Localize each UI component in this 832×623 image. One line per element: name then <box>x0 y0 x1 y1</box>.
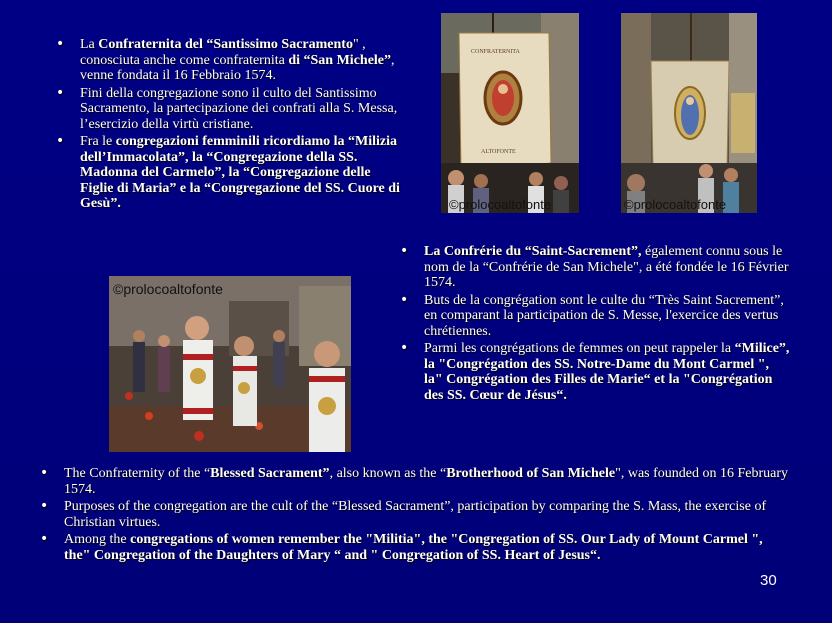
text-run: , venne fondata il 16 Febbraio 1574. <box>80 52 395 83</box>
english-bullet-1 <box>40 466 790 497</box>
bold-run: La Confrérie du “Saint-Sacrement”, <box>424 244 642 259</box>
bold-run: Brotherhood of San Michele <box>446 466 616 481</box>
procession-banner-photo-2 <box>621 13 757 213</box>
brotherhood-members-photo <box>109 276 351 452</box>
bold-run: Blessed Sacrament” <box>210 466 330 481</box>
french-bullet-3 <box>400 341 790 403</box>
text-run: Among the <box>64 532 131 547</box>
text-run: La <box>80 37 99 52</box>
text-run: , also known as the “ <box>329 466 447 481</box>
text-run: Parmi les congrégations de femmes on peut rappeler la <box>424 341 735 356</box>
bold-run: congregazioni femminili ricordiamo la “Milizia dell’Immacolata”, la “Congregazione della SS. Madonna del Carmelo”, la “Congregazione delle Figlie di Maria” e la “Congregazione del SS. Cuore di Gesù”. <box>80 134 400 211</box>
photo-1-image <box>441 13 579 213</box>
watermark-text: ©prolocoaltofonte <box>624 197 727 212</box>
photo-2-image <box>621 13 757 213</box>
italian-text-list <box>56 37 406 214</box>
watermark-text: ©prolocoaltofonte <box>449 197 552 212</box>
bold-run: “Milice”, la "Congrégation des SS. Notre-Dame du Mont Carmel ", la" Congrégation des Filles de Marie“ et la "Congrégation des SS. Cœur de Jésus“. <box>424 341 790 403</box>
french-bullet-1 <box>400 244 790 291</box>
svg-text:ALTOFONTE: ALTOFONTE <box>481 149 516 155</box>
french-bullet-2 <box>400 293 790 340</box>
text-run: The Confraternity of the “ <box>64 466 211 481</box>
text-run: Purposes of the congregation are the cult of the “Blessed Sacrament”, participation by comparing the S. Mass, the exercise of Christian virtues. <box>64 499 767 530</box>
bold-run: congregations of women remember the "Militia", the "Congregation of SS. Our Lady of Mount Carmel ", the" Congregation of the Daughters of Mary “ and " Congregation of SS. Heart of Jesus“. <box>64 532 763 563</box>
text-run: Fra le <box>80 134 116 149</box>
procession-banner-photo-1 <box>441 13 579 213</box>
text-run: Fini della congregazione sono il culto del Santissimo Sacramento, la partecipazione dei confrati alla S. Messa, l’esercizio della virtù cristiane. <box>80 85 398 132</box>
photo-3-image <box>109 276 351 452</box>
text-run: ", was founded on 16 February 1574. <box>64 466 789 497</box>
english-bullet-3 <box>40 532 790 563</box>
french-text-list <box>400 244 790 405</box>
italian-bullet-1 <box>56 37 406 84</box>
italian-bullet-3 <box>56 134 406 212</box>
italian-bullet-2 <box>56 86 406 133</box>
text-run: également connu sous le nom de la “Confrérie de San Michele", a été fondée le 16 Février 1574. <box>424 244 789 290</box>
text-run: " , conosciuta anche come confraternita <box>80 37 366 68</box>
bold-run: di “San Michele” <box>288 52 392 68</box>
watermark-text: ©prolocoaltofonte <box>113 281 223 297</box>
bold-run: Confraternita del “Santissimo Sacramento <box>98 37 353 52</box>
english-text-list <box>40 466 790 565</box>
text-run: Buts de la congrégation sont le culte du “Très Saint Sacrement”, en comparant la participation de S. Messe, l'exercice des vertus chrétiennes. <box>424 292 784 339</box>
english-bullet-2 <box>40 499 790 530</box>
page-number: 30 <box>760 572 777 589</box>
svg-text:CONFRATERNITA: CONFRATERNITA <box>471 49 520 55</box>
